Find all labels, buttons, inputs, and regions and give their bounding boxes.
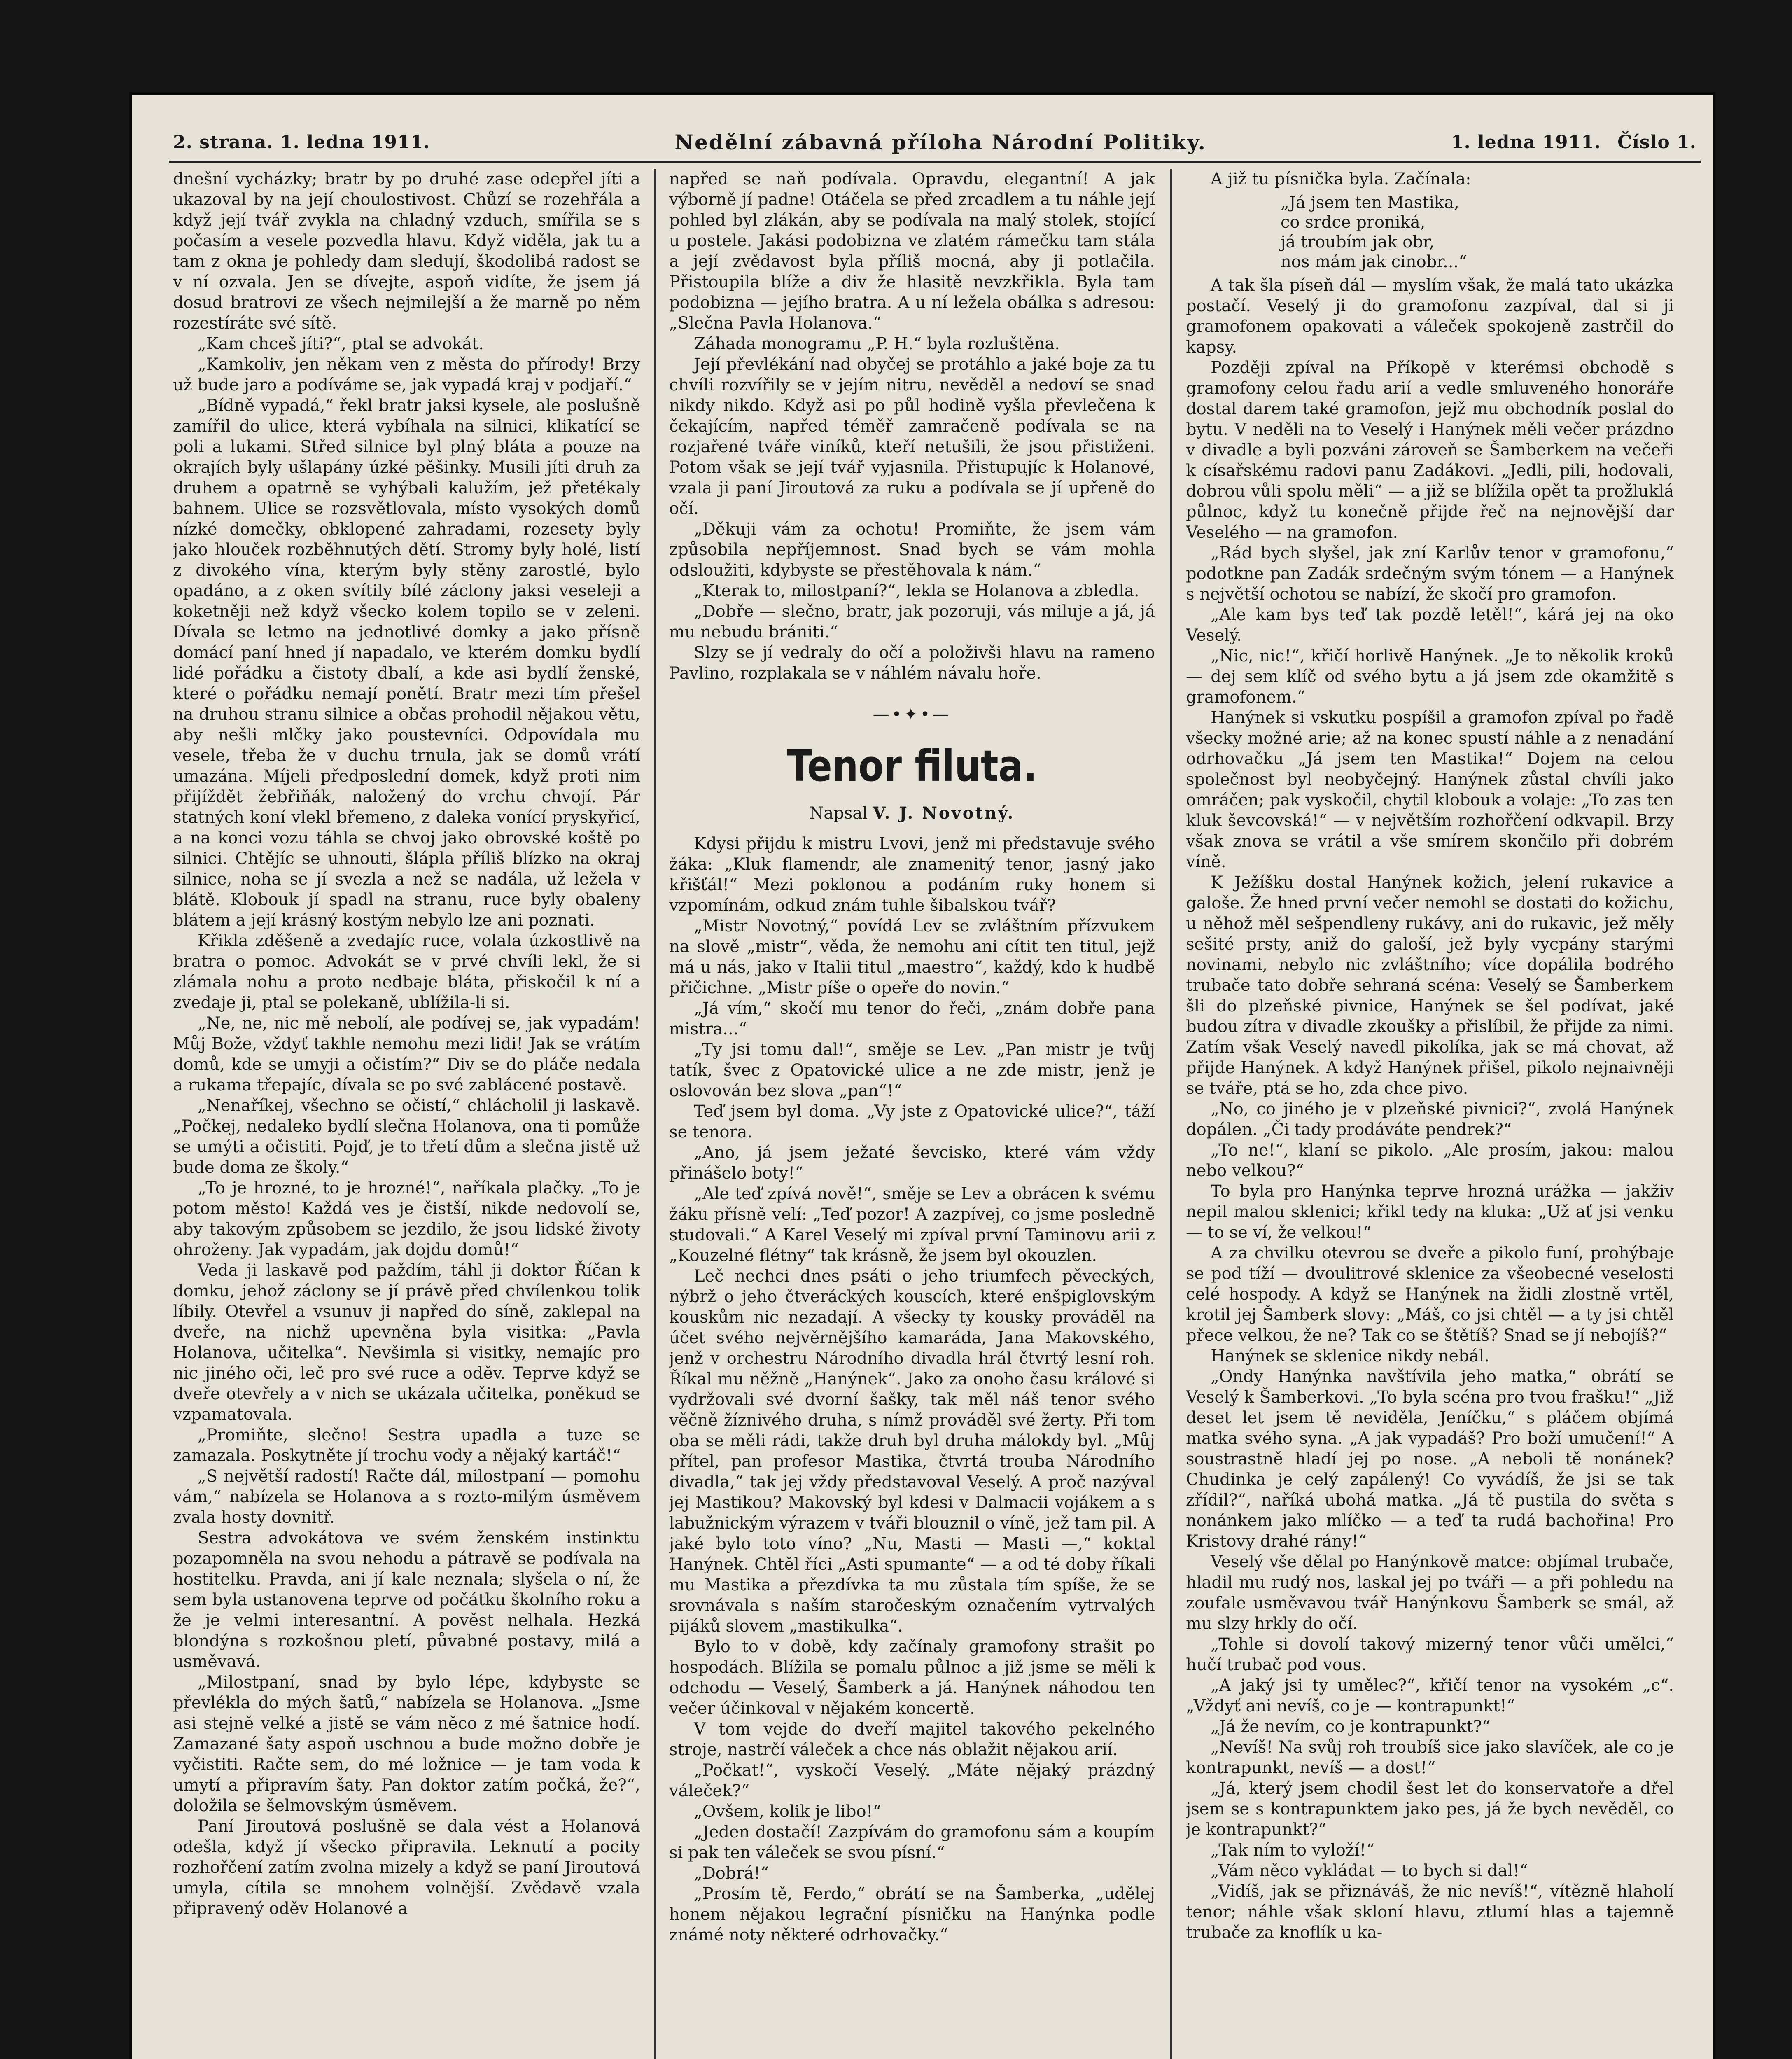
paragraph: „Já že nevím, co je kontrapunkt?“	[1211, 1717, 1491, 1736]
byline-prefix: Napsal	[809, 804, 868, 823]
paragraph: „Prosím tě, Ferdo,“ obrátí se na Šamberka, „udělej honem nějakou legrační písničku na Hanýnka podle známé noty některé odrhovačky.“	[669, 1884, 1155, 1945]
paragraph: A již tu písnička byla. Začínala:	[1211, 170, 1471, 189]
paragraph: Leč nechci dnes psáti o jeho triumfech pěveckých, nýbrž o jeho čtveráckých kouscích, které enšpiglovským kouskům nic nezadají. A všecky ty kousky prováděl na účet svého nejvěrnějšího kamaráda, Jana Makovského, jenž v orchestru Národního divadla hrál čtvrtý lesní roh. Říkal mu něžně „Hanýnek“. Jako za onoho času králové si vydržovali své dvorní šašky, tak měl náš tenor svého věčně žíznivého druha, s nímž prováděl své žerty. Při tom oba se měli rádi, takže druh byl druha málokdy byl. „Můj přítel, pan profesor Mastika, čtvrtá trouba Národního divadla,“ tak jej vždy představoval Veselý. A proč nazýval jej Mastikou? Makovský byl kdesi v Dalmacii vojákem a s labužnickým výrazem v tváři blouznil o víně, jež tam pil. A jaké bylo toto víno? „Nu, Masti — Masti —,“ koktal Hanýnek. Chtěl říci „Asti spumante“ — a od té doby říkali mu Mastika a přezdívka ta mu zůstala tím spíše, že se srovnávala s naším staročeským označením vytrvalých pijáků slovem „mastikulka“.	[669, 1267, 1155, 1636]
paragraph: „Vám něco vykládat — to bych si dal!“	[1211, 1861, 1528, 1880]
page-number-date: 2. strana. 1. ledna 1911.	[173, 131, 430, 153]
paragraph: „Ale kam bys teď tak pozdě letěl!“, kárá jej na oko Veselý.	[1186, 605, 1674, 645]
paragraph: „Dobrá!“	[694, 1864, 769, 1883]
newspaper-page	[132, 95, 1713, 2059]
story-title: Tenor filuta.	[787, 741, 1037, 791]
column-2	[669, 169, 1155, 2059]
header-rule	[169, 161, 1701, 163]
paragraph: „Nic, nic!“, křičí horlivě Hanýnek. „Je to několik kroků — dej sem klíč od svého bytu a já jsem zde okamžitě s gramofonem.“	[1186, 647, 1674, 707]
paragraph: „To je hrozné, to je hrozné!“, naříkala plačky. „To je potom město! Každá ves je čistší, nikde nedovolí se, aby takovým způsobem se jezdilo, že jsou lidské životy ohroženy. Jak vypadám, jak dojdu domů!“	[173, 1179, 640, 1259]
paragraph: A tak šla píseň dál — myslím však, že malá tato ukázka postačí. Veselý ji do gramofonu zazpíval, dal si ji gramofonem opakovati a váleček spokojeně zastrčil do kapsy.	[1186, 276, 1674, 357]
paragraph: Záhada monogramu „P. H.“ byla rozluštěna.	[694, 334, 1060, 353]
verse-line: co srdce proniká,	[1281, 213, 1426, 232]
paragraph: A za chvilku otevrou se dveře a pikolo funí, prohýbaje se pod tíží — dvoulitrové sklenice za všeobecné veselosti celé hospody. A když se Hanýnek na židli zlostně vrtěl, krotil jej Šamberk slovy: „Máš, co jsi chtěl — a ty jsi chtěl přece velkou, že ne? Tak co se štětíš? Snad se jí nebojíš?“	[1186, 1244, 1674, 1345]
publication-title: Nedělní zábavná příloha Národní Politiky.	[674, 130, 1207, 154]
paragraph: Veda ji laskavě pod paždím, táhl ji doktor Říčan k domku, jehož záclony se jí právě před chvílenkou tolik líbily. Otevřel a vsunuv ji napřed do síně, zaklepal na dveře, na nichž upevněna byla visitka: „Pavla Holanova, učitelka“. Nevšimla si visitky, nemajíc pro nic jiného oči, leč pro své ruce a oděv. Teprve když se dveře otevřely a v nich se ukázala učitelka, poněkud se vzpamatovala.	[173, 1261, 640, 1424]
verse-line: nos mám jak cinobr...“	[1281, 252, 1467, 271]
issue-date: 1. ledna 1911.	[1451, 131, 1601, 153]
paragraph: Později zpíval na Příkopě v kterémsi obchodě s gramofony celou řadu arií a vedle smluveného honoráře dostal darem také gramofon, jejž mu obchodník poslal do bytu. V neděli na to Veselý i Hanýnek měli večer prázdno v divadle a byli pozváni zároveň se Šamberkem na večeři k císařskému radovi panu Zadákovi. „Jedli, pili, hodovali, dobrou vůli spolu měli“ — a již se blížila opět ta prožluklá půlnoc, když tu konečně přijde řeč na nejnovější dar Veselého — na gramofon.	[1186, 358, 1674, 542]
paragraph: „Ondy Hanýnka navštívila jeho matka,“ obrátí se Veselý k Šamberkovi. „To byla scéna pro tvou frašku!“ „Již deset let jsem tě neviděla, Jeníčku,“ s pláčem objímá matka svého syna. „A jak vypadáš? Pro boží umučení!“ A soustrastně hladí jej po nose. „A neboli tě nonánek? Chudinka je celý zapálený! Co vyvádíš, že jsi se tak zřídil?“, naříká ubohá matka. „Já tě pustila do světa s nonánkem jako mlíčko — a teď ta rudá bachořina! Pro Kristovy drahé rány!“	[1186, 1367, 1674, 1551]
paragraph: „Nevíš! Na svůj roh troubíš sice jako slavíček, ale co je kontrapunkt, nevíš — a dost!“	[1186, 1738, 1674, 1777]
paragraph: „Tak ním to vyloží!“	[1211, 1841, 1375, 1860]
paragraph: To byla pro Hanýnka teprve hrozná urážka — jakživ nepil malou sklenici; křikl tedy na kluka: „Už ať jsi venku — to se ví, že velkou!“	[1186, 1182, 1674, 1242]
paragraph: Sestra advokátova ve svém ženském instinktu pozapomněla na svou nehodu a pátravě se podívala na hostitelku. Pravda, ani jí kale neznala; slyšela o ní, že sem byla ustanovena teprve od počátku školního roku a že je velmi interesantní. A pověst nelhala. Hezká blondýna s rozkošnou pletí, půvabné postavy, milá a usměvavá.	[173, 1529, 640, 1671]
paragraph: „Já, který jsem chodil šest let do konservatoře a dřel jsem se s kontrapunktem jako pes, já že bych nevěděl, co je kontrapunkt?“	[1186, 1779, 1674, 1839]
paragraph: napřed se naň podívala. Opravdu, elegantní! A jak výborně jí padne! Otáčela se před zrcadlem a tu náhle její pohled byl zlákán, aby se podívala na malý stolek, stojící u postele. Jakási podobizna ve zlatém rámečku tam stála a její zvědavost byla příliš mocná, aby ji potlačila. Přistoupila blíže a div že hlasitě nevzkřikla. Byla tam podobizna — jejího bratra. A u ní ležela obálka s adresou: „Slečna Pavla Holanova.“	[669, 170, 1155, 333]
paragraph: „Ano, já jsem ježaté ševcisko, které vám vždy přinášelo boty!“	[669, 1143, 1155, 1183]
paragraph: „Já vím,“ skočí mu tenor do řeči, „znám dobře pana mistra...“	[669, 999, 1155, 1039]
paragraph: „S největší radostí! Račte dál, milostpaní — pomohu vám,“ nabízela se Holanova a s rozto-milým úsměvem zvala hosty dovnitř.	[173, 1467, 640, 1527]
paragraph: „Vidíš, jak se přiznáváš, že nic nevíš!“, vítězně hlaholí tenor; náhle však skloní hlavu, ztlumí hlas a tajemně trubače za knoflík u ka-	[1186, 1882, 1674, 1942]
paragraph: V tom vejde do dveří majitel takového pekelného stroje, nastrčí váleček a chce nás oblažit nějakou arií.	[669, 1720, 1155, 1759]
column-1	[173, 169, 640, 2059]
paragraph: „Ty jsi tomu dal!“, směje se Lev. „Pan mistr je tvůj tatík, švec z Opatovické ulice a ne zde mistr, jenž je oslovován bez slova „pan“!“	[669, 1040, 1155, 1100]
paragraph: dnešní vycházky; bratr by po druhé zase odepřel jíti a ukazoval by na její choulostivost. Chůzí se rozehřála a když její tvář zvykla na chladný vzduch, smířila se s počasím a vesele pozvedla hlavu. Když viděla, jak tu a tam z okna je pohledy dam sledují, škodolibá radost se v ní ozvala. Jen se dívejte, aspoň vidíte, že jsem já dosud bratrovi ze všech nejmilejší a že marně po něm rozestíráte své sítě.	[173, 170, 640, 333]
paragraph: Hanýnek se sklenice nikdy nebál.	[1211, 1347, 1490, 1366]
paragraph: „Počkat!“, vyskočí Veselý. „Máte nějaký prázdný váleček?“	[669, 1761, 1155, 1800]
masthead	[173, 128, 1696, 156]
column-rule	[654, 169, 656, 2059]
column-rule	[1170, 169, 1172, 2059]
paragraph: K Ježíšku dostal Hanýnek kožich, jelení rukavice a galoše. Že hned první večer nemohl se dostati do kožichu, u něhož měl sešpendleny rukávy, ani do rukavic, jež měly sešité prsty, aniž do galoší, jež byly vycpány starými novinami, nebylo nic zvláštního; více dopálila bodrého trubače tato dobře sehraná scéna: Veselý se Šamberkem šli do plzeňské pivnice, Hanýnek se šel podívat, jaké budou zítra v divadle zkoušky a přislíbil, že přijde za nimi. Zatím však Veselý navedl pikolíka, jak se má chovat, až přijde Hanýnek. A když Hanýnek přišel, pikolo nejnaivněji se tváře, ptá se ho, zda chce pivo.	[1186, 873, 1674, 1098]
paragraph: „Ale teď zpívá nově!“, směje se Lev a obrácen k svému žáku přísně velí: „Teď pozor! A zazpívej, co jsme posledně studovali.“ A Karel Veselý mi zpíval první Taminovu arii z „Kouzelné flétny“ tak krásně, že jsem byl okouzlen.	[669, 1184, 1155, 1265]
paragraph: „Rád bych slyšel, jak zní Karlův tenor v gramofonu,“ podotkne pan Zadák srdečným svým tónem — a Hanýnek s největší ochotou se nabízí, že skočí pro gramofon.	[1186, 544, 1674, 604]
verse-line: já troubím jak obr,	[1281, 233, 1435, 252]
paragraph: Slzy se jí vedraly do očí a položivši hlavu na rameno Pavlino, rozplakala se v náhlém návalu hoře.	[669, 643, 1155, 683]
paragraph: „Děkuji vám za ochotu! Promiňte, že jsem vám způsobila nepříjemnost. Snad bych se vám mohla odsloužiti, kdybyste se přestěhovala k nám.“	[669, 520, 1155, 580]
paragraph: „Nenaříkej, všechno se očistí,“ chlácholil ji laskavě. „Počkej, nedaleko bydlí slečna Holanova, ona ti pomůže se umýti a očistiti. Pojď, je to třetí dům a slečna jistě už bude doma ze školy.“	[173, 1096, 640, 1177]
paragraph: Veselý vše dělal po Hanýnkově matce: objímal trubače, hladil mu rudý nos, laskal jej po tváři — a při pohledu na zoufale usměvavou tvář Hanýnkovu Šamberk se smál, až mu slzy hrkly do očí.	[1186, 1552, 1674, 1633]
paragraph: „Kterak to, milostpaní?“, lekla se Holanova a zbledla.	[694, 581, 1139, 600]
paragraph: „Bídně vypadá,“ řekl bratr jaksi kysele, ale poslušně zamířil do ulice, která vybíhala na silnici, klikatící se poli a lukami. Střed silnice byl plný bláta a pouze na okrajích byly ušlapány úzké pěšinky. Musili jíti druh za druhem a opatrně se vyhýbali kalužím, jež přetékaly bahnem. Ulice se rozsvětlovala, místo vysokých domů nízké domečky, obklopené zahradami, rozesety byly jako hlouček rozběhnutých dětí. Stromy byly holé, listí z divokého vína, kterým byly stěny zarostlé, bylo opadáno, a z oken svítily bílé záclony jaksi veseleji a koketněji než když všecko kolem topilo se v zeleni. Dívala se letmo na jednotlivé domky a jako přísně domácí paní hned jí napadalo, ve kterém domku bydlí lidé pořádku a čistoty dbalí, a kde asi bydlí ženské, které o pořádku nemají ponětí. Bratr mezi tím přešel na druhou stranu silnice a občas prohodil nějakou větu, aby nešli mlčky jako poustevníci. Odpovídala mu vesele, třeba že v duchu trnula, jak se domů vrátí umazána. Míjeli předposlední domek, když proti nim přijíždět žebřiňák, naložený do vrchu chvojí. Pár statných koní vlekl břemeno, z daleka vonící pryskyřicí, a na konci vozu táhla se chvoj jako obrovské koště po silnici. Chtějíc se uhnouti, šlápla příliš blízko na okraj silnice, noha se jí svezla a než se nadála, už ležela v blátě. Klobouk jí spadl na stranu, ruce byly obaleny blátem a její krásný kostým nebylo lze ani poznati.	[173, 396, 640, 930]
byline-author: V. J. Novotný.	[873, 803, 1015, 823]
paragraph: „Kam chceš jíti?“, ptal se advokát.	[198, 334, 484, 353]
paragraph: „Milostpaní, snad by bylo lépe, kdybyste se převlékla do mých šatů,“ nabízela se Holanova. „Jsme asi stejně velké a jistě se vám něco z mé šatnice hodí. Zamazané šaty aspoň uschnou a bude možno dobře je vyčistiti. Račte sem, do mé ložnice — je tam voda k umytí a připravím šaty. Pan doktor zatím počká, že?“, doložila se šelmovským úsměvem.	[173, 1673, 640, 1815]
paragraph: „To ne!“, klaní se pikolo. „Ale prosím, jakou: malou nebo velkou?“	[1186, 1141, 1674, 1180]
issue-number: Číslo 1.	[1617, 131, 1696, 153]
paragraph: Teď jsem byl doma. „Vy jste z Opatovické ulice?“, táží se tenora.	[669, 1102, 1155, 1142]
column-3	[1186, 169, 1674, 2059]
paragraph: „Mistr Novotný,“ povídá Lev se zvláštním přízvukem na slově „mistr“, věda, že nemohu ani cítit ten titul, jejž má u nás, jako v Italii titul „maestro“, každý, kdo k hudbě přičichne. „Mistr píše o opeře do novin.“	[669, 917, 1155, 997]
paragraph: Křikla zděšeně a zvedajíc ruce, volala úzkostlivě na bratra o pomoc. Advokát se v prvé chvíli lekl, že si zlámala nohu a proto nedbaje bláta, přiskočil k ní a zvedaje ji, ptal se polekaně, ublížila-li si.	[173, 931, 640, 1012]
paragraph: „Dobře — slečno, bratr, jak pozoruji, vás miluje a já, já mu nebudu brániti.“	[669, 602, 1155, 642]
byline	[669, 803, 1155, 824]
paragraph: „Ovšem, kolik je libo!“	[694, 1802, 882, 1821]
paragraph: „Ne, ne, nic mě nebolí, ale podívej se, jak vypadám! Můj Bože, vždyť takhle nemohu mezi lidi! Jak se vrátím domů, kde se umyji a očistím?“ Div se do pláče nedala a rukama třepajíc, dívala se po své zablácené postavě.	[173, 1014, 640, 1095]
paragraph: „Jeden dostačí! Zazpívám do gramofonu sám a koupím si pak ten váleček se svou písní.“	[669, 1823, 1155, 1862]
paragraph: „Kamkoliv, jen někam ven z města do přírody! Brzy už bude jaro a podíváme se, jak vypadá kraj v podjaří.“	[173, 355, 640, 395]
paragraph: „Tohle si dovolí takový mizerný tenor vůči umělci,“ hučí trubač pod vous.	[1186, 1635, 1674, 1674]
song-verse	[1281, 193, 1674, 272]
issue-info	[1451, 132, 1696, 153]
paragraph: „Promiňte, slečno! Sestra upadla a tuze se zamazala. Poskytněte jí trochu vody a nějaký kartáč!“	[173, 1426, 640, 1465]
paragraph: „A jaký jsi ty umělec?“, křičí tenor na vysokém „c“. „Vždyť ani nevíš, co je — kontrapunkt!“	[1186, 1676, 1674, 1716]
verse-line: „Já jsem ten Mastika,	[1281, 193, 1459, 212]
paragraph: Paní Jiroutová poslušně se dala vést a Holanová odešla, když jí všecko připravila. Leknutí a pocity rozhořčení zatím zvolna mizely a když se paní Jiroutová umyla, cítila se mnohem volnější. Zvědavě vzala připravený oděv Holanové a	[173, 1817, 640, 1918]
paragraph: Hanýnek si vskutku pospíšil a gramofon zpíval po řadě všecky možné arie; až na konec spustí náhle a z nenadání odrhovačku „Já jsem ten Mastika!“ Dojem na celou společnost byl neobyčejný. Hanýnek zůstal chvíli jako omráčen; pak vyskočil, chytil klobouk a volaje: „To zas ten kluk ševcovská!“ — v největším rozhořčení odkvapil. Brzy však znova se vrátil a vše smírem skončilo při dobrém víně.	[1186, 708, 1674, 871]
paragraph: Kdysi přijdu k mistru Lvovi, jenž mi představuje svého žáka: „Kluk flamendr, ale znamenitý tenor, jasný jako křišťál!“ Mezi poklonou a podáním ruky honem si vzpomínám, odkud znám tuhle šibalskou tvář?	[669, 834, 1155, 915]
paragraph: „No, co jiného je v plzeňské pivnici?“, zvolá Hanýnek dopálen. „Či tady prodáváte pendrek?“	[1186, 1100, 1674, 1139]
paragraph: Bylo to v době, kdy začínaly gramofony strašit po hospodách. Blížila se pomalu půlnoc a již jsme se měli k odchodu — Veselý, Šamberk a já. Hanýnek náhodou ten večer účinkoval v nějakém koncertě.	[669, 1637, 1155, 1718]
section-divider: —•✦•—	[873, 705, 952, 724]
paragraph: Její převlékání nad obyčej se protáhlo a jaké boje za tu chvíli rozvířily se v jejím nitru, nevěděl a nedoví se snad nikdy nikdo. Když asi po půl hodině vyšla převlečena k čekajícím, napřed téměř zamračeně podívala se na rozjařené tváře viníků, kteří netušili, že jsou přistiženi. Potom však se její tvář vyjasnila. Přistupujíc k Holanové, vzala ji paní Jiroutová za ruku a podívala se jí upřeně do očí.	[669, 355, 1155, 518]
